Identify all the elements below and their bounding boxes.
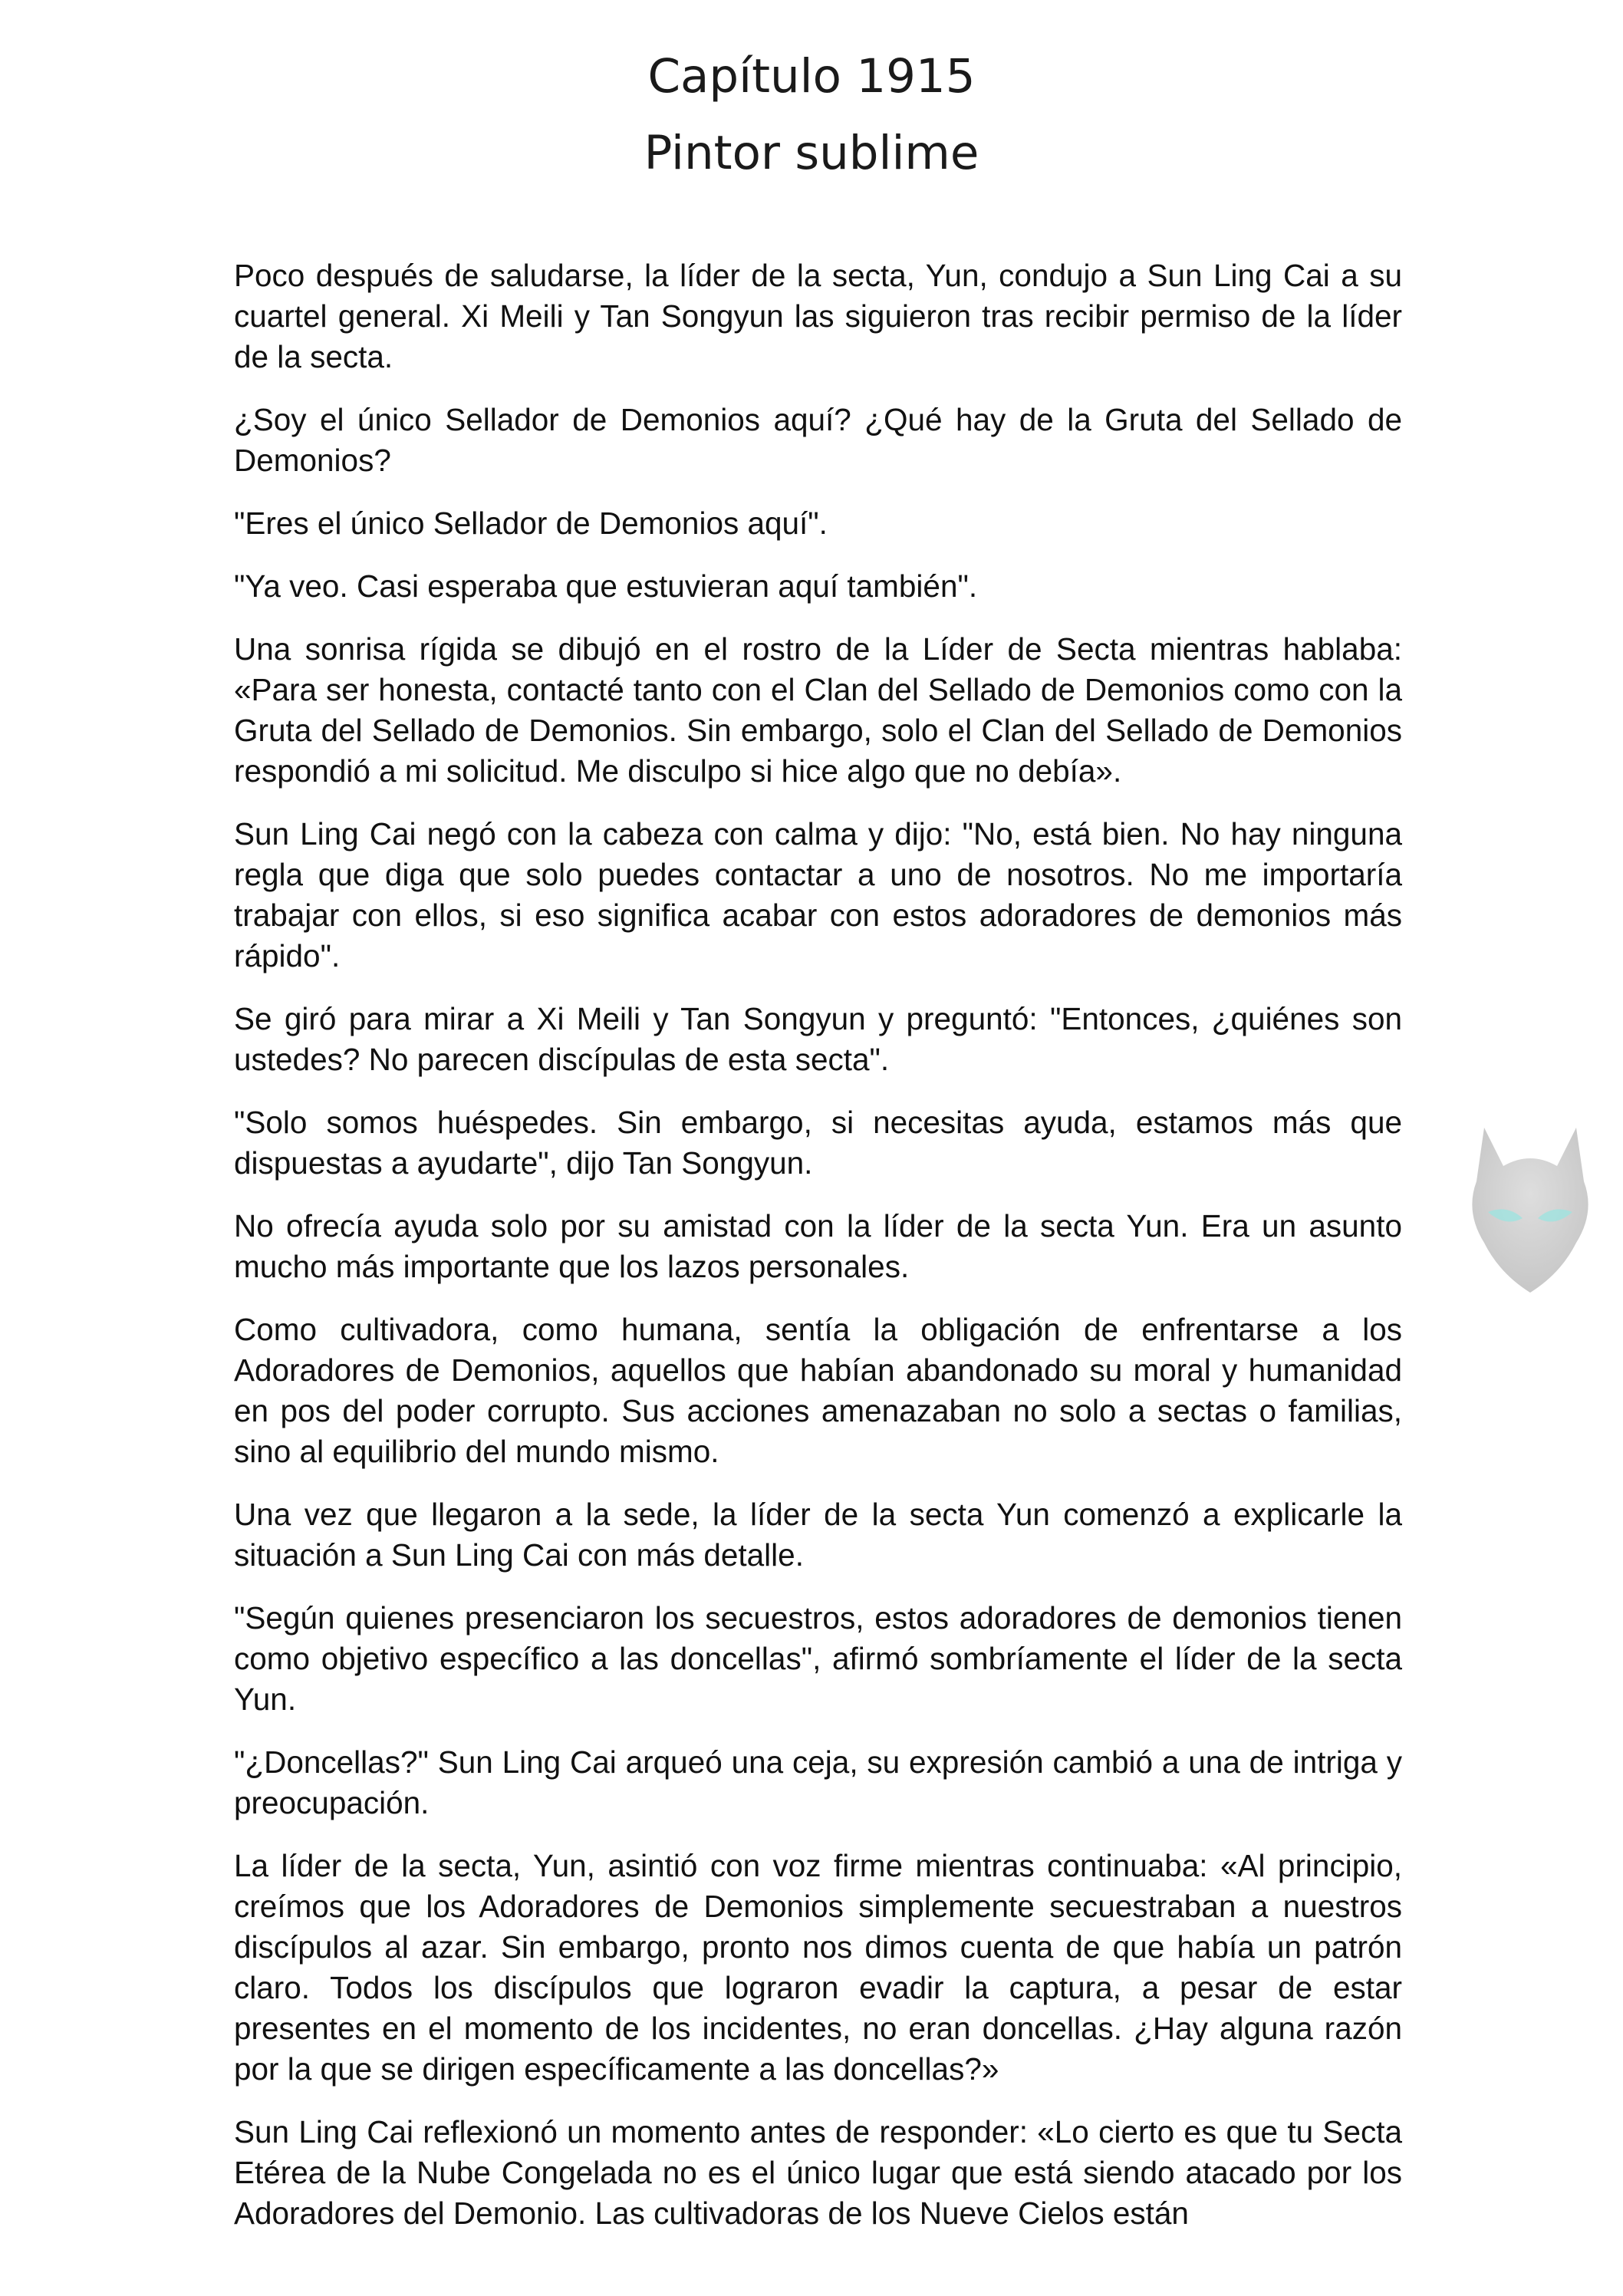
chapter-body — [234, 255, 1402, 2256]
paragraph: Como cultivadora, como humana, sentía la obligación de enfrentarse a los Adoradores de Demonios, aquellos que habían abandonado su moral y humanidad en pos del poder corrupto. Sus acciones amenazaban no solo a sectas o familias, sino al equilibrio del mundo mismo. — [234, 1312, 1402, 1469]
paragraph: "Solo somos huéspedes. Sin embargo, si necesitas ayuda, estamos más que dispuestas a ayudarte", dijo Tan Songyun. — [234, 1105, 1402, 1181]
paragraph: Sun Ling Cai negó con la cabeza con calma y dijo: "No, está bien. No hay ninguna regla que diga que solo puedes contactar a uno de nosotros. No me importaría trabajar con ellos, si eso significa acabar con estos adoradores de demonios más rápido". — [234, 816, 1402, 973]
demon-head-icon — [1461, 1120, 1599, 1296]
chapter-number: Capítulo 1915 — [647, 49, 976, 104]
paragraph: La líder de la secta, Yun, asintió con voz firme mientras continuaba: «Al principio, creímos que los Adoradores de Demonios simplemente secuestraban a nuestros discípulos al azar. Sin embargo, pronto nos dimos cuenta de que había un patrón claro. Todos los discípulos que lograron evadir la captura, a pesar de estar presentes en el momento de los incidentes, no eran doncellas. ¿Hay alguna razón por la que se dirigen específicamente a las doncellas?» — [234, 1848, 1402, 2087]
paragraph: Una vez que llegaron a la sede, la líder de la secta Yun comenzó a explicarle la situación a Sun Ling Cai con más detalle. — [234, 1497, 1402, 1573]
chapter-heading — [0, 38, 1623, 192]
paragraph: "Según quienes presenciaron los secuestros, estos adoradores de demonios tienen como objetivo específico a las doncellas", afirmó sombríamente el líder de la secta Yun. — [234, 1600, 1402, 1717]
chapter-title: Pintor sublime — [644, 126, 979, 180]
paragraph: "¿Doncellas?" Sun Ling Cai arqueó una ceja, su expresión cambió a una de intriga y preocupación. — [234, 1744, 1402, 1820]
paragraph: Sun Ling Cai reflexionó un momento antes de responder: «Lo cierto es que tu Secta Etérea de la Nube Congelada no es el único lugar que está siendo atacado por los Adoradores del Demonio. Las cultivadoras de los Nueve Cielos están — [234, 2114, 1402, 2231]
paragraph: "Ya veo. Casi esperaba que estuvieran aquí también". — [234, 568, 978, 604]
paragraph: ¿Soy el único Sellador de Demonios aquí? ¿Qué hay de la Gruta del Sellado de Demonios? — [234, 402, 1402, 478]
paragraph: No ofrecía ayuda solo por su amistad con la líder de la secta Yun. Era un asunto mucho más importante que los lazos personales. — [234, 1208, 1402, 1284]
paragraph: Una sonrisa rígida se dibujó en el rostro de la Líder de Secta mientras hablaba: «Para ser honesta, contacté tanto con el Clan del Sellado de Demonios como con la Gruta del Sellado de Demonios. Sin embargo, solo el Clan del Sellado de Demonios respondió a mi solicitud. Me disculpo si hice algo que no debía». — [234, 631, 1402, 789]
paragraph: Poco después de saludarse, la líder de la secta, Yun, condujo a Sun Ling Cai a su cuartel general. Xi Meili y Tan Songyun las siguieron tras recibir permiso de la líder de la secta. — [234, 258, 1402, 374]
paragraph: "Eres el único Sellador de Demonios aquí". — [234, 506, 828, 541]
demon-head-shape — [1472, 1128, 1588, 1293]
paragraph: Se giró para mirar a Xi Meili y Tan Songyun y preguntó: "Entonces, ¿quiénes son ustedes? No parecen discípulas de esta secta". — [234, 1001, 1402, 1077]
